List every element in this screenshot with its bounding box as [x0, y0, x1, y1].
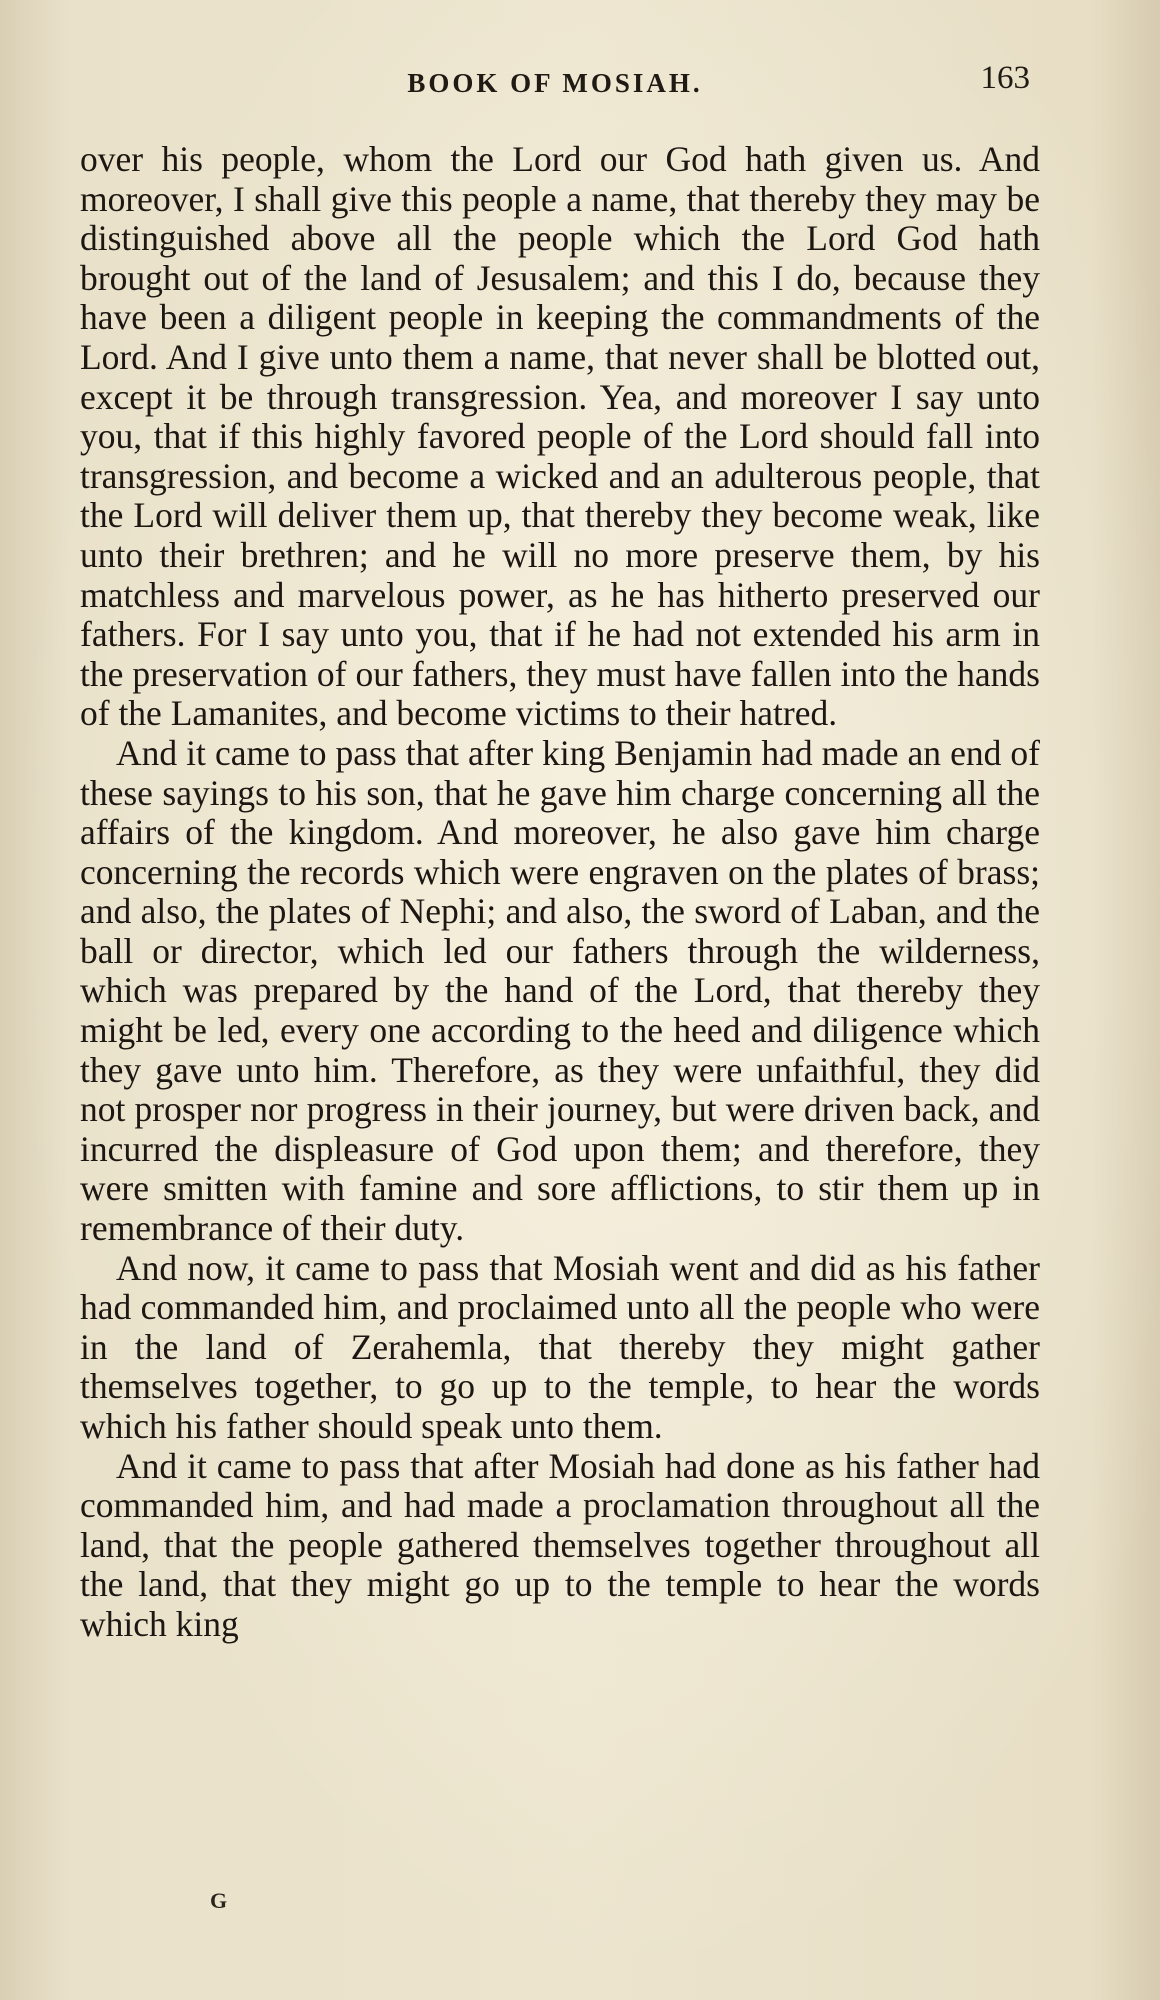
running-head: BOOK OF MOSIAH.	[407, 68, 703, 98]
signature-mark: G	[210, 1888, 228, 1913]
paragraph-2: And it came to pass that after king Benjamin had made an end of these sayings to his son, that he gave him charge concerning all the affairs of the kingdom. And moreover, he also gave him charge concerning the records which were engraven on the plates of brass; and also, the plates of Nephi; and also, the sword of Laban, and the ball or director, which led our fathers through the wilderness, which was prepared by the hand of the Lord, that thereby they might be led, every one according to the heed and diligence which they gave unto him. Therefore, as they were unfaithful, they did not prosper nor progress in their journey, but were driven back, and incurred the displeasure of God upon them; and therefore, they were smitten with famine and sore afflictions, to stir them up in remembrance of their duty.	[80, 732, 1040, 1249]
paragraph-4: And it came to pass that after Mosiah had done as his father had commanded him, and had made a proclamation throughout all the land, that the people gathered themselves together throughout all the land, that they might go up to the temple to hear the words which king	[80, 1445, 1040, 1644]
paragraph-1: over his people, whom the Lord our God hath given us. And moreover, I shall give this people a name, that thereby they may be distinguished above all the people which the Lord God hath brought out of the land of Jesusalem; and this I do, because they have been a diligent people in keeping the commandments of the Lord. And I give unto them a name, that never shall be blotted out, except it be through transgression. Yea, and moreover I say unto you, that if this highly favored people of the Lord should fall into transgression, and become a wicked and an adulterous people, that the Lord will deliver them up, that thereby they become weak, like unto their brethren; and he will no more preserve them, by his matchless and marvelous power, as he has hitherto preserved our fathers. For I say unto you, that if he had not extended his arm in the preservation of our fathers, they must have fallen into the hands of the Lamanites, and become victims to their hatred.	[80, 139, 1040, 734]
body-text	[80, 140, 1040, 1645]
page-number: 163	[980, 60, 1030, 96]
page-header	[80, 58, 1030, 108]
paragraph-3: And now, it came to pass that Mosiah went and did as his father had commanded him, and proclaimed unto all the people who were in the land of Zerahemla, that thereby they might gather themselves together, to go up to the temple, to hear the words which his father should speak unto them.	[80, 1247, 1040, 1446]
